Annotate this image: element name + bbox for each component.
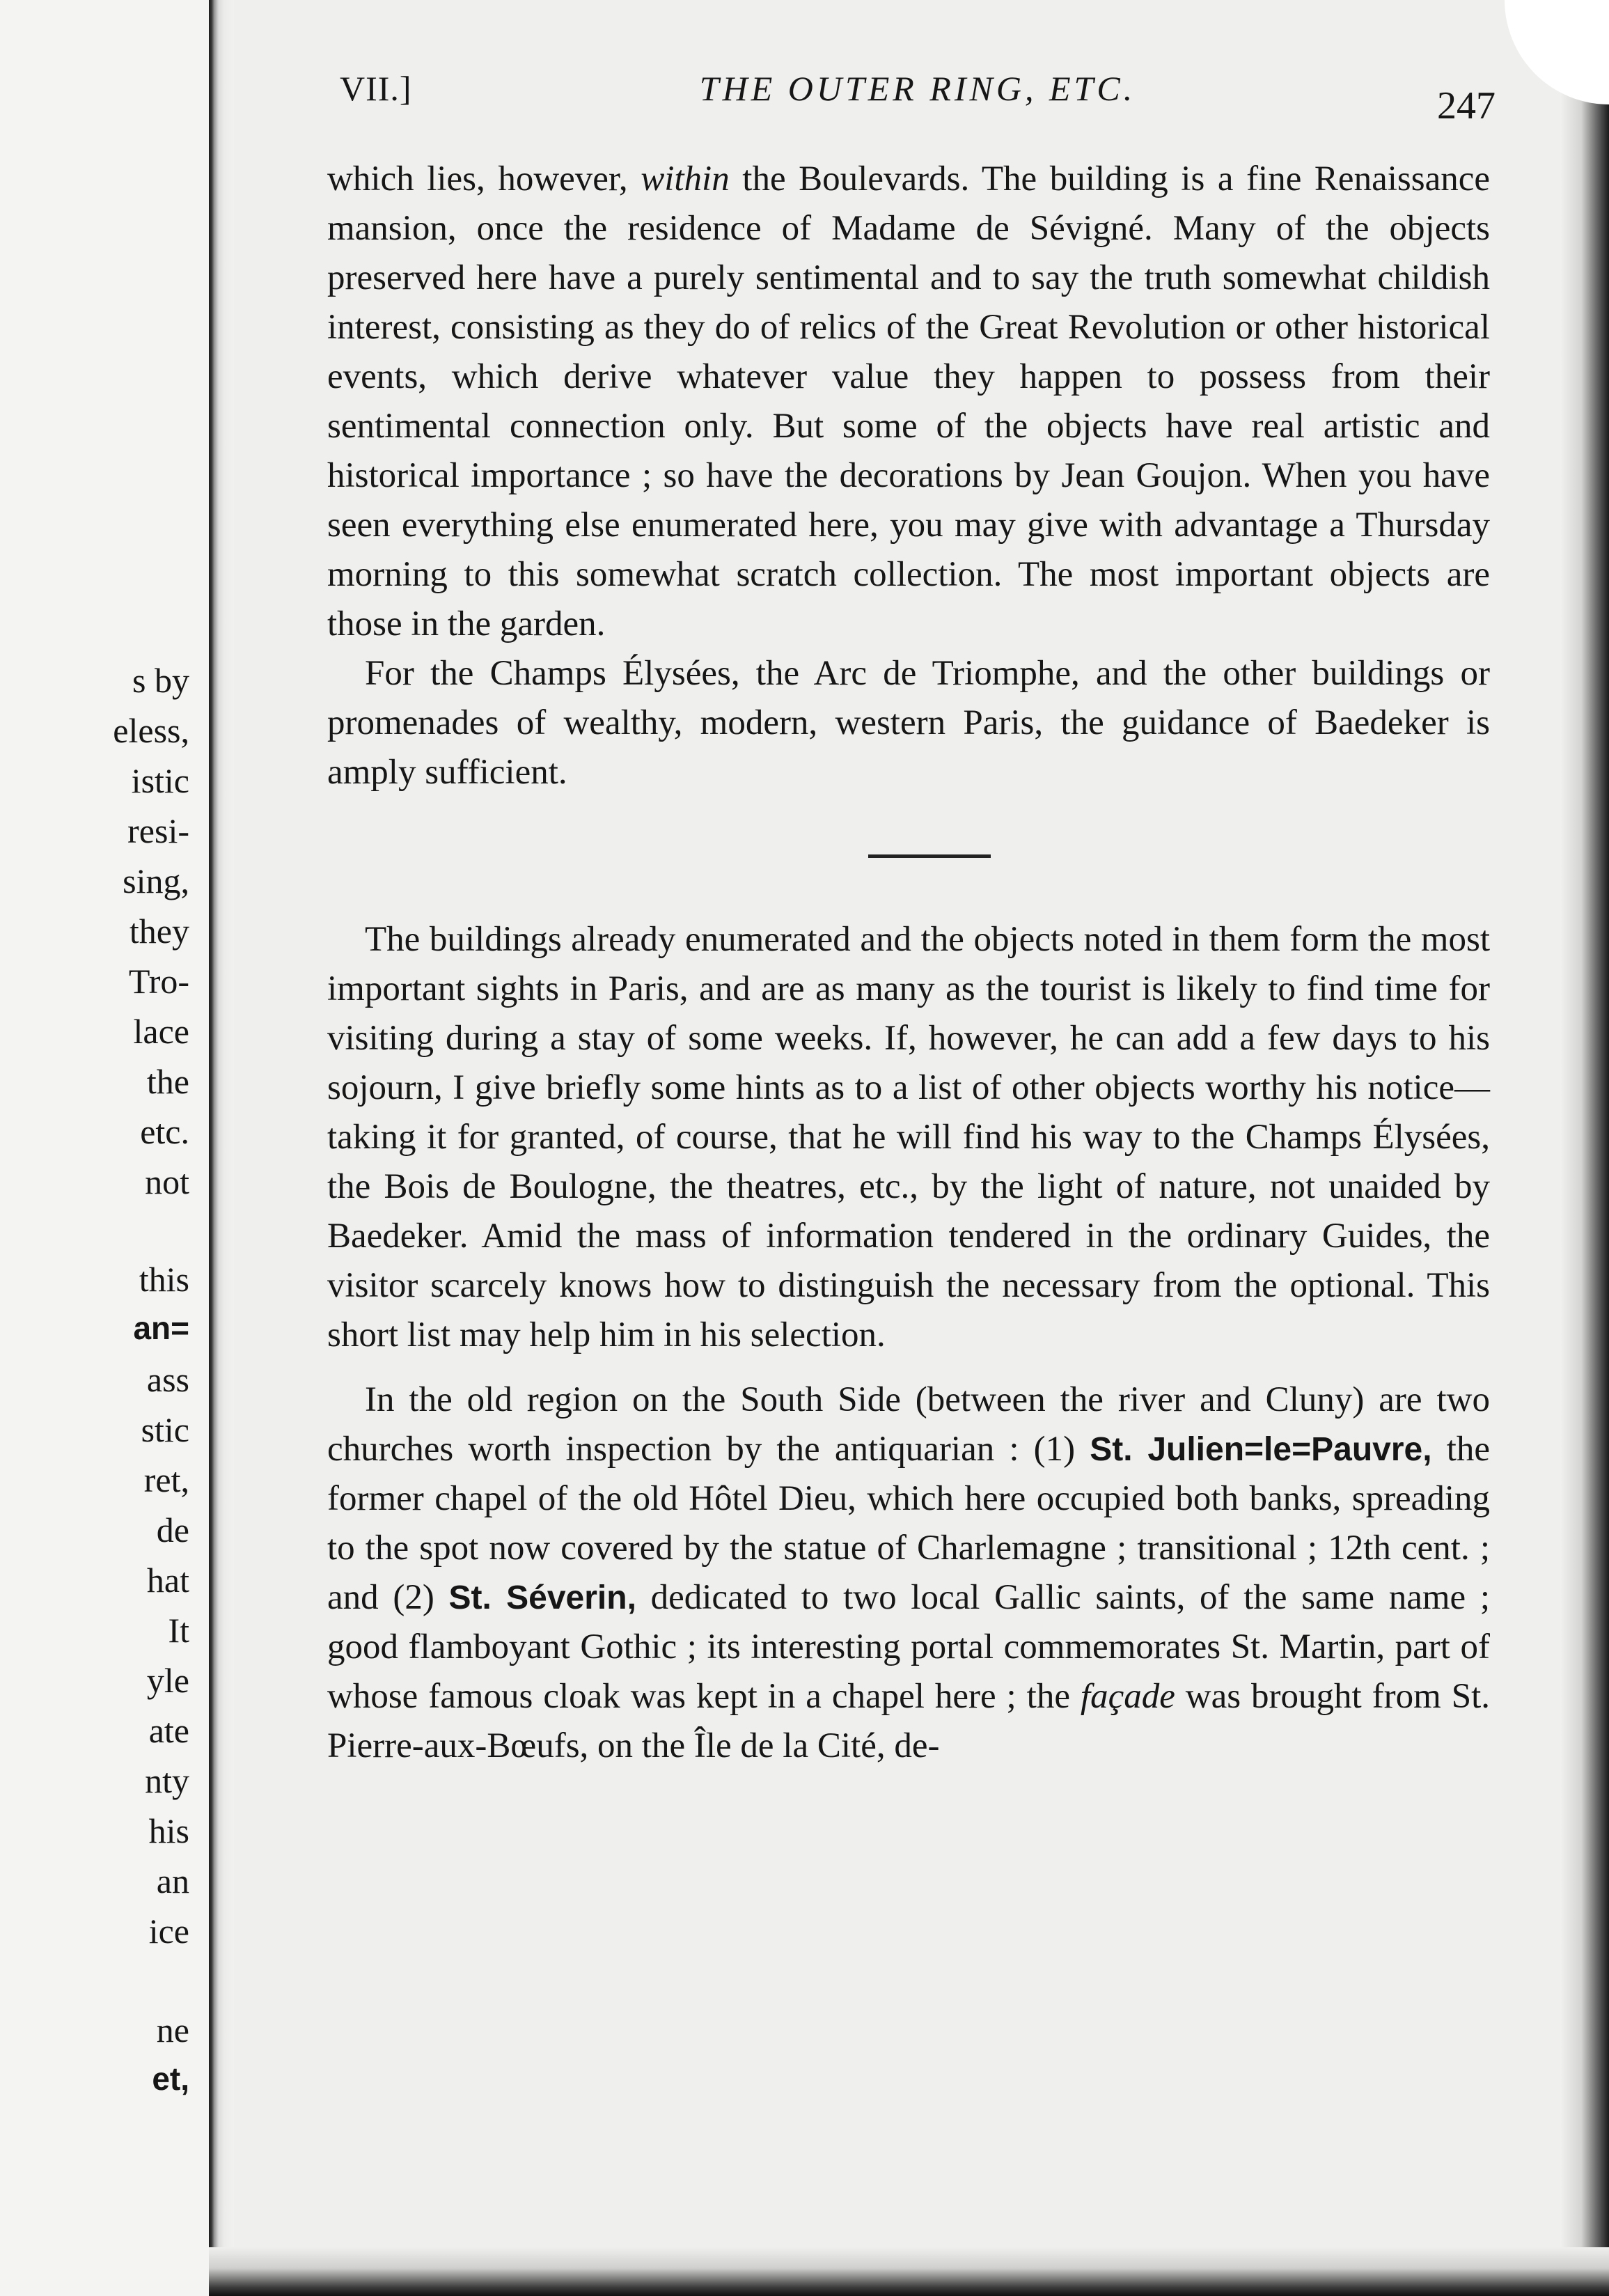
left-fragment: lace (133, 1012, 189, 1051)
page-body (327, 155, 1490, 1771)
running-header (340, 64, 1496, 127)
left-fragment: an (156, 1861, 189, 1900)
left-fragment: Tro- (128, 962, 189, 1001)
book-gutter (209, 0, 234, 2296)
left-fragment: the (146, 1062, 189, 1101)
left-fragment: etc. (140, 1112, 189, 1151)
paragraph (327, 155, 1490, 649)
left-fragment: this (139, 1260, 189, 1299)
text-run: which lies, however, (327, 159, 641, 198)
text-run: In the old region on the South Side (between the river and Cluny) are two churches worth inspection by the antiquarian : (1) (327, 1380, 1490, 1469)
left-fragment: ne (156, 2010, 189, 2049)
chapter-number: VII.] (340, 69, 412, 108)
right-page-edge (1560, 0, 1609, 2296)
left-fragment: yle (146, 1661, 189, 1700)
left-fragment: de (156, 1510, 189, 1549)
left-fragment: s by (132, 661, 189, 700)
paragraph: The buildings already enumerated and the objects noted in them form the most important sights in Paris, and are as many as the tourist is likely to find time for visiting during a stay of some weeks. If, however, he can add a few days to his sojourn, I give briefly some hints as to a list of other objects worthy his notice—taking it for granted, of course, that he will find his way to the Champs Élysées, the Bois de Boulogne, the theatres, etc., by the light of nature, not unaided by Baedeker. Amid the mass of information tendered in the ordinary Guides, the visitor scarcely knows how to distinguish the necessary from the optional. This short list may help him in his selection. (327, 920, 1490, 1354)
left-fragment: ice (148, 1912, 189, 1951)
left-fragment: nty (145, 1761, 189, 1800)
left-fragment: resi- (127, 811, 189, 850)
left-fragment: an= (133, 1310, 189, 1346)
left-fragment: they (129, 912, 189, 951)
left-fragment: istic (131, 761, 189, 800)
page-number: 247 (1437, 84, 1496, 127)
running-title: THE OUTER RING, ETC. (699, 69, 1136, 108)
text-run: the former chapel of the old Hôtel Dieu, which here occupied both banks, spreading to the spot now covered by the statue of Charlemagne ; transitional ; 12th cent. ; and (2) (327, 1430, 1491, 1617)
page-corner (1505, 0, 1609, 104)
left-fragment: et, (152, 2061, 189, 2097)
bold-church-name: St. Séverin, (448, 1579, 636, 1616)
left-facing-page (0, 0, 209, 2296)
italic-text: within (641, 159, 730, 198)
left-fragment: ate (148, 1711, 189, 1750)
text-run: was brought from St. Pierre-aux-Bœufs, on the Île de la Cité, de- (327, 1677, 1490, 1765)
left-fragment: ret, (143, 1460, 189, 1499)
paragraph (327, 1375, 1490, 1771)
left-fragment: hat (146, 1561, 189, 1600)
left-fragment: It (168, 1611, 189, 1650)
text-run: the Boulevards. The building is a fine Renaissance mansion, once the residence of Madame de Sévigné. Many of the objects preserved here have a purely sentimental and to say the truth somewhat childish interest, consisting as they do of relics of the Great Revolution or other historical events, which derive whatever value they happen to possess from their sentimental connection only. But some of the objects have real artistic and historical importance ; so have the decorations by Jean Goujon. When you have seen everything else enumerated here, you may give with advantage a Thursday morning to this somewhat scratch collection. The most important objects are those in the garden. (327, 159, 1490, 643)
left-fragment: ass (146, 1360, 189, 1399)
left-fragment: sing, (123, 861, 189, 900)
paragraph: For the Champs Élysées, the Arc de Triomphe, and the other buildings or promenades of wealthy, modern, western Paris, the guidance of Baedeker is amply sufficient. (327, 654, 1490, 792)
text-run: dedicated to two local Gallic saints, of the same name ; good flamboyant Gothic ; its interesting portal commemorates St. Martin, part of whose famous cloak was kept in a chapel here ; the (327, 1578, 1491, 1716)
left-fragment: stic (141, 1410, 189, 1449)
left-fragment: eless, (113, 711, 189, 750)
left-fragment: not (145, 1162, 189, 1201)
bold-church-name: St. Julien=le=Pauvre, (1090, 1431, 1432, 1468)
left-fragment: his (148, 1811, 189, 1850)
section-separator (868, 854, 991, 858)
italic-text: façade (1080, 1677, 1175, 1716)
bottom-page-edge (209, 2247, 1609, 2296)
